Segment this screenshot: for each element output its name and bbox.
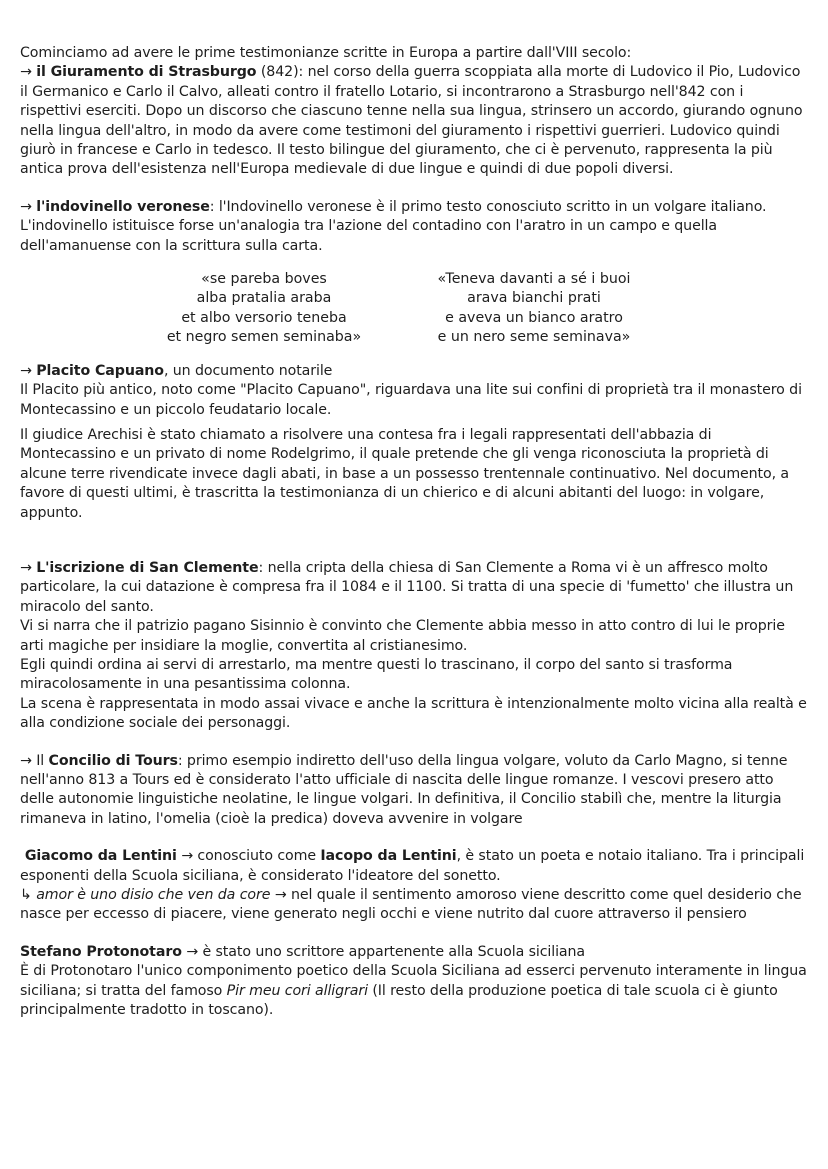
placito-heading [20, 362, 808, 381]
protonotaro-title: Stefano Protonotaro [20, 943, 182, 960]
lentini-mid: → conosciuto come [176, 848, 321, 865]
clemente-text-1: : nella cripta della chiesa di San Clemente a Roma vi è un affresco molto particolare, la cui datazione è compresa fra il 1084 e il 1100. Si tratta di una specie di 'fumetto' che illustra un miracolo del santo. [20, 559, 794, 615]
poem-line: alba pratalia araba [196, 290, 332, 307]
arrow: → Il [20, 752, 49, 769]
lentini-sub-text: → nel quale il sentimento amoroso viene descritto come quel desiderio che nasce per eccesso di piacere, viene generato negli occhi e viene nutrito dal cuore attraverso il pensiero [20, 887, 802, 923]
arrow: → [20, 559, 37, 576]
clemente-paragraph [20, 559, 808, 617]
indovinello-text: : l'Indovinello veronese è il primo testo conosciuto scritto in un volgare italiano. L'indovinello istituisce forse un'analogia tra l'azione del contadino con l'aratro in un campo e quella dell'amanuense con la scrittura sulla carta. [20, 198, 767, 254]
poem-line: et negro semen seminaba» [166, 329, 362, 346]
clemente-text-4: La scena è rappresentata in modo assai vivace e anche la scrittura è intenzionalmente molto vicina alla realtà e alla condizione sociale dei personaggi. [20, 695, 807, 732]
tours-text: : primo esempio indiretto dell'uso della lingua volgare, voluto da Carlo Magno, si tenne nell'anno 813 a Tours ed è considerato l'atto ufficiale di nascita delle lingue romanze. I vescovi presero atto delle autonomie linguistiche neolatine, le lingue volgari. In definitiva, il Concilio stabilì che, mentre la liturgia rimaneva in latino, l'omelia (cioè la predica) doveva avvenire in volgare [20, 752, 788, 827]
arrow: → [20, 198, 37, 215]
poem-line: e aveva un bianco aratro [445, 309, 623, 326]
clemente-text-2: Vi si narra che il patrizio pagano Sisinnio è convinto che Clemente abbia messo in atto contro di lui le proprie arti magiche per insidiare la moglie, convertita al cristianesimo. [20, 618, 785, 654]
strasburgo-title: il Giuramento di Strasburgo [36, 64, 257, 81]
protonotaro-poem-title: Pir meu cori alligrari [226, 982, 368, 999]
lentini-alias: Iacopo da Lentini [320, 848, 457, 865]
placito-title: Placito Capuano [36, 362, 164, 379]
lentini-sub-paragraph [20, 886, 808, 925]
protonotaro-text-a: È di Protonotaro l'unico componimento poetico della Scuola Siciliana ad esserci pervenuto interamente in lingua siciliana; si tratta del famoso [20, 963, 807, 999]
indovinello-poem [20, 270, 808, 348]
placito-text-1: Il Placito più antico, noto come "Placito Capuano", riguardava una lite sui confini di proprietà tra il monastero di Montecassino e un piccolo feudatario locale. [20, 382, 802, 418]
poem-line: arava bianchi prati [467, 290, 601, 307]
sub-arrow-icon: ↳ [20, 887, 37, 904]
strasburgo-text: (842): nel corso della guerra scoppiata alla morte di Ludovico il Pio, Ludovico il Germanico e Carlo il Calvo, alleati contro il fratello Lotario, si incontrarono a Strasburgo nell'842 con i rispettivi eserciti. Dopo un discorso che ciascuno tenne nella sua lingua, strinsero un accordo, giurando ognuno nella lingua dell'altro, in modo da avere come testimoni del giuramento i rispettivi guerrieri. Ludovico quindi giurò in francese e Carlo in tedesco. Il testo bilingue del giuramento, che ci è pervenuto, rappresenta la più antica prova dell'esistenza nell'Europa medievale di due lingue e quindi di due popoli diversi. [20, 64, 803, 178]
arrow: → [20, 362, 37, 379]
tours-paragraph [20, 752, 808, 830]
placito-text-2: Il giudice Arechisi è stato chiamato a risolvere una contesa fra i legali rappresentati dell'abbazia di Montecassino e un privato di nome Rodelgrimo, il quale pretende che gli venga riconosciuta la proprietà di alcune terre rivendicate invece dagli abati, in base a un possesso trentennale continuativo. Nel documento, a favore di questi ultimi, è trascritta la testimonianza di un chierico e di alcuni abitanti del luogo: in volgare, appunto. [20, 426, 790, 521]
poem-translation [414, 270, 654, 348]
lentini-poem-title: amor è uno disio che ven da core [36, 887, 271, 904]
poem-line: et albo versorio teneba [181, 309, 347, 326]
placito-subtitle: , un documento notarile [163, 362, 333, 379]
clemente-text-3: Egli quindi ordina ai servi di arrestarlo, ma mentre questi lo trascinano, il corpo del santo si trasforma miracolosamente in una pesantissima colonna. [20, 656, 733, 693]
protonotaro-paragraph [20, 962, 808, 1020]
lentini-text: , è stato un poeta e notaio italiano. Tra i principali esponenti della Scuola siciliana, è considerato l'ideatore del sonetto. [20, 848, 805, 884]
intro-paragraph: Cominciamo ad avere le prime testimonianze scritte in Europa a partire dall'VIII secolo: [20, 45, 632, 61]
protonotaro-heading [20, 943, 808, 962]
protonotaro-text-b: (Il resto della produzione poetica di tale scuola ci è giunto principalmente tradotto in toscano). [20, 982, 778, 1019]
tours-title: Concilio di Tours [48, 752, 178, 769]
lentini-title: Giacomo da Lentini [20, 848, 177, 865]
poem-original [154, 270, 374, 348]
indovinello-paragraph [20, 198, 808, 256]
strasburgo-paragraph [20, 63, 808, 179]
protonotaro-line1: → è stato uno scrittore appartenente alla Scuola siciliana [181, 943, 586, 960]
poem-line: «Teneva davanti a sé i buoi [437, 271, 631, 288]
poem-line: e un nero seme seminava» [437, 329, 631, 346]
poem-line: «se pareba boves [201, 271, 327, 288]
arrow: → [20, 64, 37, 81]
lentini-paragraph [20, 847, 808, 886]
clemente-title: L'iscrizione di San Clemente [36, 559, 259, 576]
indovinello-title: l'indovinello veronese [36, 198, 210, 215]
